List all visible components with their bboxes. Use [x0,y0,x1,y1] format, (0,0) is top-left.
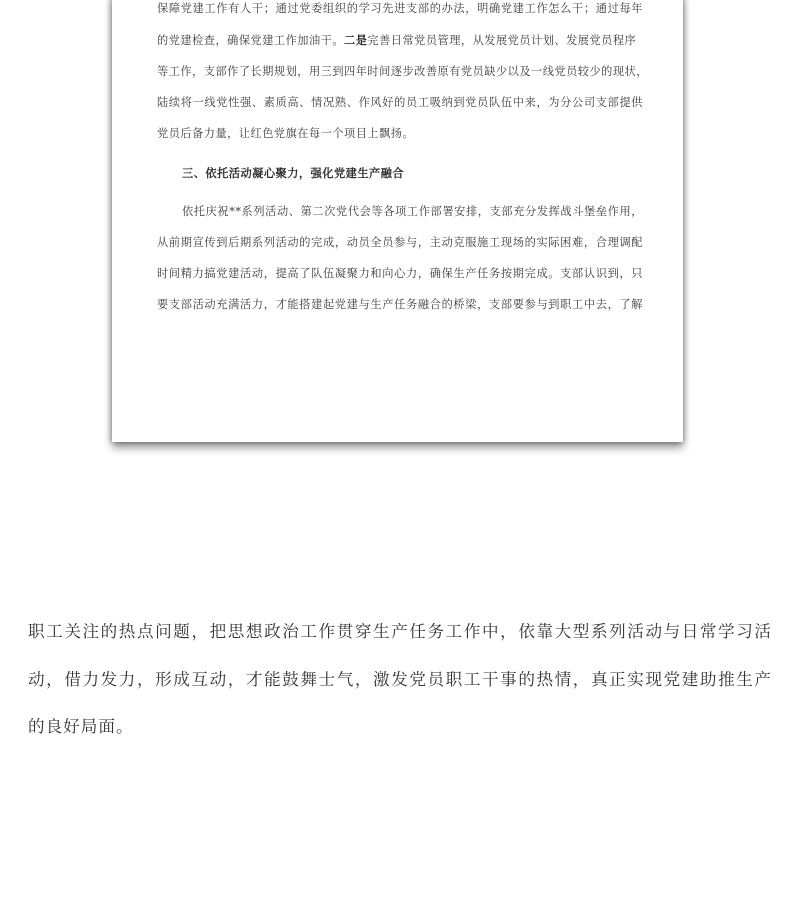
paragraph-line: 从前期宣传到后期系列活动的完成，动员全员参与，主动克服施工现场的实际困难，合理调配 [157,236,643,249]
section-heading: 三、依托活动凝心聚力，强化党建生产融合 [182,166,405,180]
continuation-line: 的良好局面。 [28,717,134,736]
paragraph-line: 保障党建工作有人干；通过党委组织的学习先进支部的办法，明确党建工作怎么干；通过每年 [157,2,643,15]
paragraph-line: 依托庆祝**系列活动、第二次党代会等各项工作部署安排，支部充分发挥战斗堡垒作用， [182,205,643,218]
bold-marker: 二是 [344,33,368,47]
continuation-line: 职工关注的热点问题，把思想政治工作贯穿生产任务工作中，依靠大型系列活动与日常学习活 [28,622,772,641]
paragraph-line: 等工作，支部作了长期规划，用三到四年时间逐步改善原有党员缺少以及一线党员较少的现状， [157,65,648,78]
document-page [112,0,683,442]
paragraph-line [157,32,643,49]
paragraph-line: 要支部活动充满活力，才能搭建起党建与生产任务融合的桥梁，支部要参与到职工中去，了解 [157,298,643,311]
paragraph-line: 时间精力搞党建活动，提高了队伍凝聚力和向心力，确保生产任务按期完成。支部认识到，只 [157,267,643,280]
paragraph-line: 陆续将一线党性强、素质高、情况熟、作风好的员工吸纳到党员队伍中来，为分公司支部提供 [157,96,643,109]
paragraph-line: 党员后备力量，让红色党旗在每一个项目上飘扬。 [157,127,415,140]
continuation-line: 动，借力发力，形成互动，才能鼓舞士气，激发党员职工干事的热情，真正实现党建助推生产 [28,670,772,689]
paragraph-line-text: 完善日常党员管理，从发展党员计划、发展党员程序 [367,34,637,47]
paragraph-line-text: 的党建检查，确保党建工作加油干。 [157,34,345,47]
